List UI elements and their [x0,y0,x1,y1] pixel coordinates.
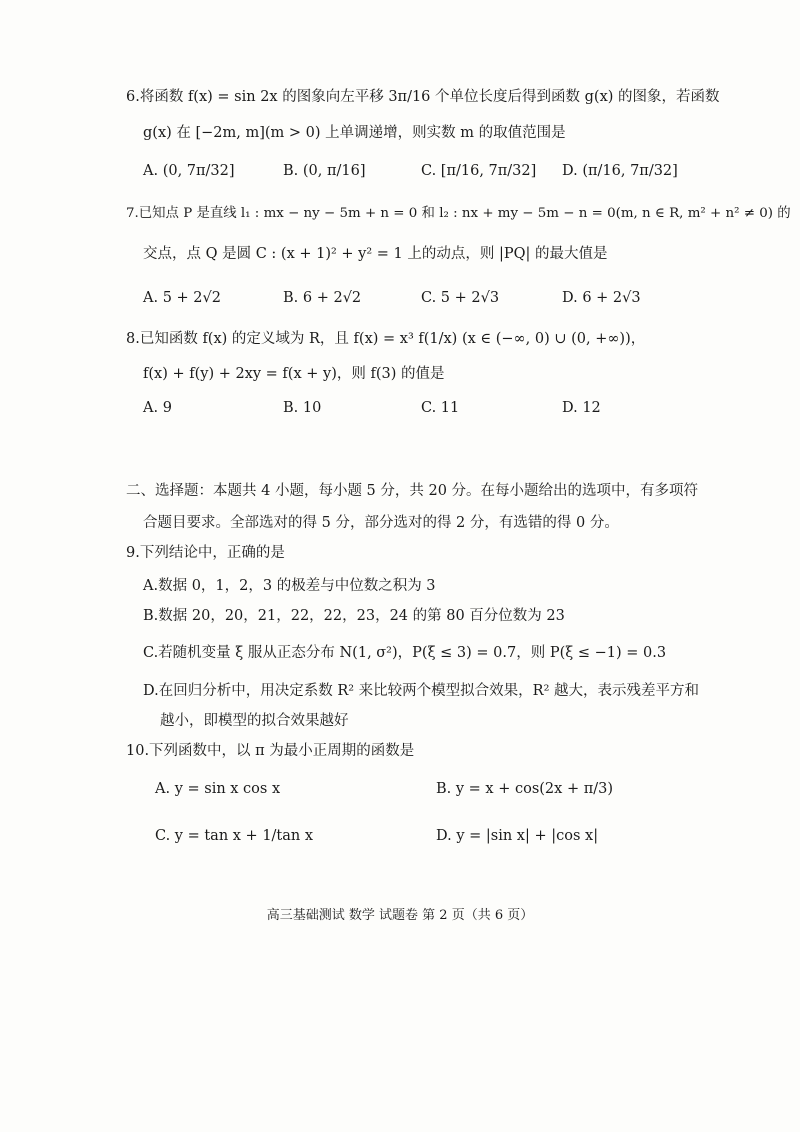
q7-option-a: A. 5 + 2√2 [143,290,221,306]
q10-option-b: B. y = x + cos(2x + π/3) [436,781,613,797]
q9-option-a: A.数据 0，1，2，3 的极差与中位数之积为 3 [143,578,436,594]
q7-option-c: C. 5 + 2√3 [421,290,500,306]
q8-option-d: D. 12 [562,400,601,416]
q10-option-a: A. y = sin x cos x [155,781,281,797]
q9-option-d-line2: 越小，即模型的拟合效果越好 [160,713,349,729]
page-footer: 高三基础测试 数学 试题卷 第 2 页（共 6 页） [266,908,534,923]
q8-line1: 8.已知函数 f(x) 的定义域为 R，且 f(x) = x³ f(1/x) (x ∈ (−∞, 0) ∪ (0, +∞))， [126,331,646,347]
q7-line2: 交点，点 Q 是圆 C : (x + 1)² + y² = 1 上的动点，则 |PQ| 的最大值是 [143,246,608,262]
q6-option-d: D. (π/16, 7π/32] [562,163,678,179]
q7-option-d: D. 6 + 2√3 [562,290,641,306]
q10-stem: 10.下列函数中，以 π 为最小正周期的函数是 [126,743,415,759]
q6-line2: g(x) 在 [−2m, m](m > 0) 上单调递增，则实数 m 的取值范围是 [143,125,566,141]
q8-option-c: C. 11 [421,400,460,416]
q6-option-b: B. (0, π/16] [283,163,366,179]
q7-line1: 7.已知点 P 是直线 l₁ : mx − ny − 5m + n = 0 和 l₂ : nx + my − 5m − n = 0(m, n ∈ R, m² + n² ≠ 0) 的 [126,206,791,221]
q9-option-b: B.数据 20，20，21，22，22，23，24 的第 80 百分位数为 23 [143,608,565,624]
q6-option-c: C. [π/16, 7π/32] [421,163,537,179]
q10-option-c: C. y = tan x + 1/tan x [155,828,314,844]
q8-option-b: B. 10 [283,400,322,416]
section2-line2: 合题目要求。全部选对的得 5 分，部分选对的得 2 分，有选错的得 0 分。 [143,515,619,531]
q8-line2: f(x) + f(y) + 2xy = f(x + y)，则 f(3) 的值是 [143,366,445,382]
q9-option-d-line1: D.在回归分析中，用决定系数 R² 来比较两个模型拟合效果，R² 越大，表示残差平方和 [143,683,700,699]
q6-line1: 6.将函数 f(x) = sin 2x 的图象向左平移 3π/16 个单位长度后得到函数 g(x) 的图象，若函数 [126,89,720,105]
section2-line1: 二、选择题：本题共 4 小题，每小题 5 分，共 20 分。在每小题给出的选项中，有多项符 [126,483,699,499]
q9-stem: 9.下列结论中，正确的是 [126,545,285,561]
q10-option-d: D. y = |sin x| + |cos x| [436,828,599,844]
q7-option-b: B. 6 + 2√2 [283,290,362,306]
q6-option-a: A. (0, 7π/32] [143,163,235,179]
q9-option-c: C.若随机变量 ξ 服从正态分布 N(1, σ²)，P(ξ ≤ 3) = 0.7，则 P(ξ ≤ −1) = 0.3 [143,645,667,661]
q8-option-a: A. 9 [143,400,172,416]
